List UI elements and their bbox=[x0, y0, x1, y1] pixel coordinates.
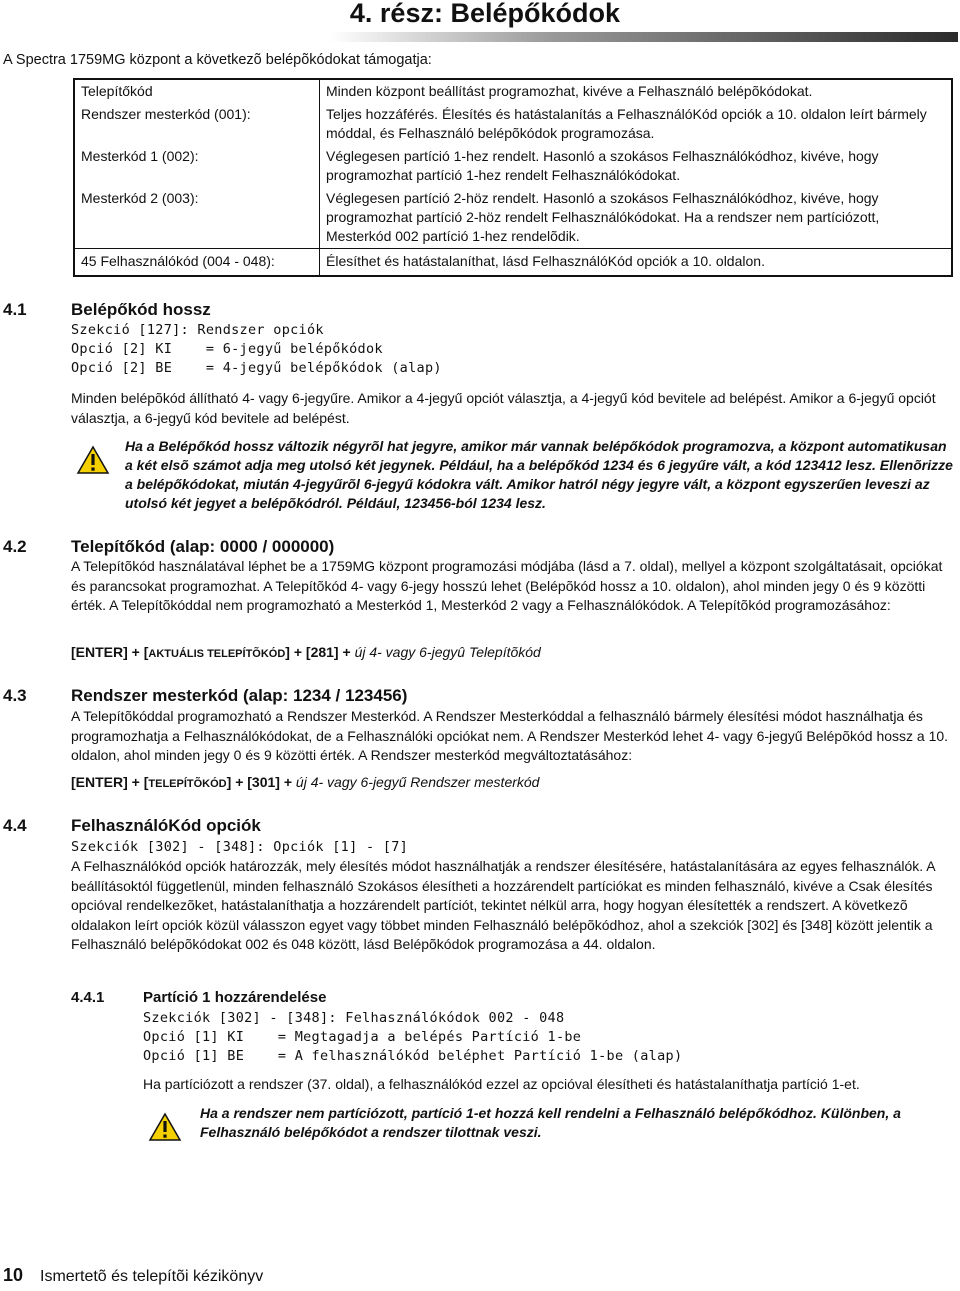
table-row bbox=[74, 249, 952, 277]
page-title: 4. rész: Belépőkódok bbox=[349, 0, 620, 28]
intro-text: A Spectra 1759MG központ a következõ belépõkódokat támogatja: bbox=[3, 52, 432, 68]
paragraph: Ha partíciózott a rendszer (37. oldal), a felhasználókód ezzel az opcióval élesítheti és hatástalaníthatja partíció 1-et. bbox=[143, 1076, 860, 1092]
warning-icon bbox=[148, 1112, 182, 1147]
key-sep: + [ bbox=[127, 644, 149, 660]
key-installer-code: TELEPÍTÕKÓD bbox=[148, 778, 227, 790]
code-name: 45 Felhasználókód (004 - 048): bbox=[74, 249, 320, 277]
key-new-code: új 4- vagy 6-jegyû Telepítõkód bbox=[354, 644, 541, 660]
option-line: Opció [2] KI = 6-jegyű belépőkódok bbox=[71, 341, 383, 357]
section-title: FelhasználóKód opciók bbox=[71, 816, 261, 835]
code-description: Véglegesen partíció 1-hez rendelt. Hasonló a szokásos Felhasználókódhoz, kivéve, hogy programozhat partíció 1-hez rendelt Felhasználókódokat. bbox=[320, 145, 953, 187]
code-description: Véglegesen partíció 2-höz rendelt. Hasonló a szokásos Felhasználókódhoz, kivéve, hogy programozhat partíció 2-höz rendelt Felhasználókódokat. Ha a rendszer nem partíciózott, Mesterkód 002 partíció 1-hez rendelõdik. bbox=[320, 187, 953, 249]
warning-text: Ha a rendszer nem partíciózott, partíció 1-et hozzá kell rendelni a Felhasználó belépőkódhoz. Különben, a Felhasználó belépőkódot a rendszer tilottnak veszi. bbox=[200, 1105, 901, 1140]
key-enter: [ENTER] bbox=[71, 774, 128, 790]
table-row bbox=[74, 79, 952, 103]
key-enter: [ENTER] bbox=[71, 644, 128, 660]
code-description: Teljes hozzáférés. Élesítés és hatástalanítás a FelhasználóKód opciók a 10. oldalon leírt bármely móddal, és Felhasználó belépõkódok programozása. bbox=[320, 103, 953, 145]
key-installer-code: AKTUÁLIS TELEPÍTÕKÓD bbox=[148, 648, 286, 660]
table-row bbox=[74, 187, 952, 249]
option-line: Opció [1] KI = Megtagadja a belépés Partíció 1-be bbox=[143, 1029, 582, 1045]
option-line: Opció [1] BE = A felhasználókód beléphet Partíció 1-be (alap) bbox=[143, 1048, 683, 1064]
section-number: 4.2 bbox=[3, 537, 27, 556]
paragraph: A Telepítõkóddal programozható a Rendszer Mesterkód. A Rendszer Mesterkóddal a felhasználó bármely élesítési módot használhatja és programozhatja a Felhasználókódokat, de a Felhasználóki opciókat nem. A Rendszer Mesterkód lehet 4- vagy 6-jegyű Belépõkód hossz a 10. oldalon, ahol minden jegy 0 és 9 közötti érték. A Rendszer mesterkód megváltoztatásához: bbox=[71, 708, 949, 763]
code-name: Mesterkód 1 (002): bbox=[81, 148, 199, 164]
page-number: 10 bbox=[3, 1265, 24, 1285]
section-setting-line: Szekció [127]: Rendszer opciók bbox=[71, 322, 324, 338]
code-name: Telepítőkód bbox=[81, 83, 153, 99]
subsection-number: 4.4.1 bbox=[71, 989, 105, 1006]
warning-text: Ha a Belépőkód hossz változik négyrõl hat jegyre, amikor már vannak belépőkódok programozva, a központ automatikusan a két elsõ számot adja meg utolsó két jegynek. Például, ha a belépőkód 1234 és 6 jegyűre vált, a kód 123412 lesz. Ellenõrizze a belépőkódokat, miután 4-jegyűrõl 6-jegyű kódokra vált. Amikor hatról négy jegyre vált, a központ egyszerűen leveszi az utolsó két jegyet a belépõkódról. Például, 123456-ból 1234 lesz. bbox=[125, 438, 953, 511]
table-row bbox=[74, 103, 952, 145]
codes-table bbox=[73, 78, 953, 277]
key-section: ] + [301] + bbox=[226, 774, 296, 790]
footer-text: Ismertetõ és telepítõi kézikönyv bbox=[40, 1268, 264, 1285]
code-name: Rendszer mesterkód (001): bbox=[81, 106, 251, 122]
warning-icon bbox=[76, 445, 110, 480]
key-new-code: új 4- vagy 6-jegyű Rendszer mesterkód bbox=[295, 774, 540, 790]
section-setting-line: Szekciók [302] - [348]: Opciók [1] - [7] bbox=[71, 839, 409, 855]
section-setting-line: Szekciók [302] - [348]: Felhasználókódok 002 - 048 bbox=[143, 1010, 565, 1026]
paragraph: A Felhasználókód opciók határozzák, mely élesítés módot használhatják a rendszer élesítésére, hatástalanítására az egyes felhasználók. A beállításoktól függetlenül, minden felhasználó Szokásos élesítheti a hozzárendelt partíciókat es minden felhasználó, kivéve a Csak élesítés opcióval rendelkezõket, hatástalaníthatja a hozzárendelt partíciót, tekintet nélkül arra, hogy hogyan élesítették a rendszert. A következõ oldalakon leírt opciók közül válasszon egyet vagy többet minden Felhasználó belépõkódhoz, ahol a szekciók [302] és [348] között jelentik a Felhasználó belépõkódokat 002 és 048 között, lásd Belépõkódok programozása a 44. oldalon. bbox=[71, 858, 935, 952]
table-row bbox=[74, 145, 952, 187]
paragraph: A Telepítõkód használatával léphet be a 1759MG központ programozási módjába (lásd a 7. oldal), mellyel a központ szolgáltatásait, opciókat és parancsokat programozhat. A Telepítõkód 4- vagy 6-jegy hosszú lehet (Belépõkód hossz a 10. oldalon), ahol minden jegy 0 és 9 közötti érték. A Telepítõkóddal nem programozható a Mesterkód 1, Mesterkód 2 vagy a Felhasználókódok. A Telepítõkód programozásához: bbox=[71, 558, 943, 613]
key-section: ] + [281] + bbox=[285, 644, 355, 660]
key-sequence bbox=[71, 644, 541, 660]
code-description: Minden központ beállítást programozhat, kivéve a Felhasználó belépõkódokat. bbox=[320, 79, 953, 103]
option-line: Opció [2] BE = 4-jegyű belépőkódok (alap) bbox=[71, 360, 442, 376]
title-bar-decoration bbox=[330, 32, 958, 42]
section-number: 4.1 bbox=[3, 300, 27, 319]
code-name: Mesterkód 2 (003): bbox=[81, 190, 199, 206]
section-number: 4.3 bbox=[3, 686, 27, 705]
code-description: Élesíthet és hatástalaníthat, lásd FelhasználóKód opciók a 10. oldalon. bbox=[320, 249, 953, 277]
section-title: Rendszer mesterkód (alap: 1234 / 123456) bbox=[71, 686, 408, 705]
key-sequence bbox=[71, 774, 539, 790]
section-number: 4.4 bbox=[3, 816, 27, 835]
key-sep: + [ bbox=[127, 774, 149, 790]
section-title: Telepítőkód (alap: 0000 / 000000) bbox=[71, 537, 335, 556]
section-title: Belépőkód hossz bbox=[71, 300, 211, 319]
paragraph: Minden belépõkód állítható 4- vagy 6-jegyűre. Amikor a 4-jegyű opciót választja, a 4-jegyű kód bevitele ad belépést. Amikor a 6-jegyű opciót választja, a 6-jegyű kód bevitele ad belépést. bbox=[71, 390, 936, 426]
subsection-title: Partíció 1 hozzárendelése bbox=[143, 989, 327, 1006]
